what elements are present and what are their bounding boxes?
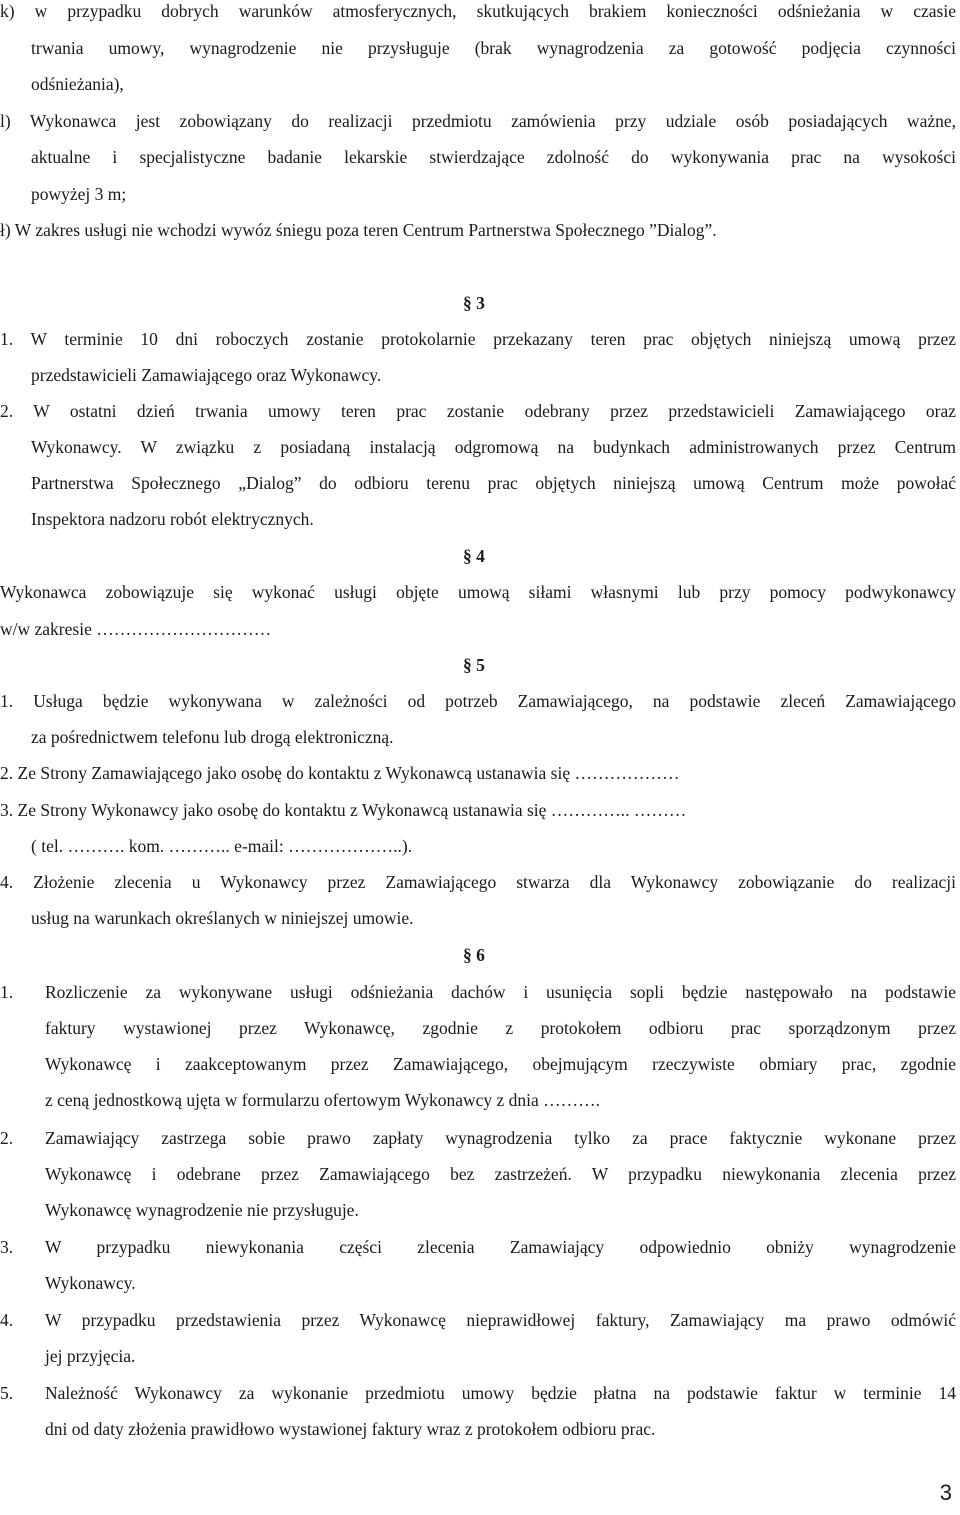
section-5-p2-line-1: 2. Ze Strony Zamawiającego jako osobę do kontaktu z Wykonawcą ustanawia się ……………… <box>0 763 680 783</box>
section-6-item-2-line-2: Wykonawcę i odebrane przez Zamawiającego bez zastrzeżeń. W przypadku niewykonania zlecenia przez <box>45 1164 956 1184</box>
section-6-item-2-number: 2. <box>0 1128 14 1148</box>
page-number: 3 <box>939 1480 952 1505</box>
section-6-item-1-number: 1. <box>0 982 14 1002</box>
section-3-p2-line-4: Inspektora nadzoru robót elektrycznych. <box>31 509 314 529</box>
section-6-item-5-line-1: Należność Wykonawcy za wykonanie przedmiotu umowy będzie płatna na podstawie faktur w terminie 14 <box>45 1383 956 1403</box>
section-6-heading: § 6 <box>463 945 485 965</box>
section-6-item-1-line-4: z ceną jednostkową ujęta w formularzu ofertowym Wykonawcy z dnia ………. <box>45 1090 601 1110</box>
section-4-heading: § 4 <box>463 546 485 566</box>
section-6-item-3-line-2: Wykonawcy. <box>45 1273 136 1293</box>
section-6-item-4-line-1: W przypadku przedstawienia przez Wykonawcę nieprawidłowej faktury, Zamawiający ma prawo odmówić <box>45 1310 956 1330</box>
section-4-line-2: w/w zakresie ………………………… <box>0 619 272 639</box>
section-6-item-2-line-1: Zamawiający zastrzega sobie prawo zapłaty wynagrodzenia tylko za prace faktycznie wykonane przez <box>45 1128 956 1148</box>
section-3-p1-line-2: przedstawicieli Zamawiającego oraz Wykonawcy. <box>31 365 382 385</box>
section-3-p2-line-3: Partnerstwa Społecznego „Dialog” do odbioru terenu prac objętych niniejszą umową Centrum może powołać <box>31 473 956 493</box>
section-4-line-1: Wykonawca zobowiązuje się wykonać usługi objęte umową siłami własnymi lub przy pomocy podwykonawcy <box>0 582 956 602</box>
section-6-item-5-number: 5. <box>0 1383 14 1403</box>
list-item-l-line-1: l) Wykonawca jest zobowiązany do realizacji przedmiotu zamówienia przy udziale osób posiadających ważne, <box>0 111 956 131</box>
section-3-p2-line-2: Wykonawcy. W związku z posiadaną instalacją odgromową na budynkach administrowanych przez Centrum <box>31 437 956 457</box>
list-item-k-line-3: odśnieżania), <box>31 74 124 94</box>
list-item-l-line-3: powyżej 3 m; <box>31 184 127 204</box>
section-3-p2-line-1: 2. W ostatni dzień trwania umowy teren prac zostanie odebrany przez przedstawicieli Zamawiającego oraz <box>0 401 956 421</box>
section-5-p3-line-1: 3. Ze Strony Wykonawcy jako osobę do kontaktu z Wykonawcą ustanawia się ………….. ……… <box>0 800 687 820</box>
section-5-p4-line-2: usług na warunkach określanych w niniejszej umowie. <box>31 908 414 928</box>
section-6-item-5-line-2: dni od daty złożenia prawidłowo wystawionej faktury wraz z protokołem odbioru prac. <box>45 1419 656 1439</box>
section-5-p3-line-2: ( tel. ………. kom. ……….. e-mail: ………………..). <box>31 836 413 856</box>
section-6-item-2-line-3: Wykonawcę wynagrodzenie nie przysługuje. <box>45 1200 359 1220</box>
section-5-p1-line-2: za pośrednictwem telefonu lub drogą elektroniczną. <box>31 727 394 747</box>
section-6-item-4-line-2: jej przyjęcia. <box>45 1346 136 1366</box>
list-item-l-stroke-line-1: ł) W zakres usługi nie wchodzi wywóz śniegu poza teren Centrum Partnerstwa Społecznego ”Dialog”. <box>0 220 717 240</box>
section-3-p1-line-1: 1. W terminie 10 dni roboczych zostanie protokolarnie przekazany teren prac objętych niniejszą umową przez <box>0 329 956 349</box>
section-3-heading: § 3 <box>463 293 485 313</box>
section-6-item-1-line-1: Rozliczenie za wykonywane usługi odśnieżania dachów i usunięcia sopli będzie następowało na podstawie <box>45 982 956 1002</box>
list-item-l-line-2: aktualne i specjalistyczne badanie lekarskie stwierdzające zdolność do wykonywania prac na wysokości <box>31 147 956 167</box>
section-6-item-3-number: 3. <box>0 1237 14 1257</box>
section-5-heading: § 5 <box>463 655 485 675</box>
section-6-item-4-number: 4. <box>0 1310 14 1330</box>
section-6-item-3-line-1: W przypadku niewykonania części zlecenia Zamawiający odpowiednio obniży wynagrodzenie <box>45 1237 956 1257</box>
section-5-p4-line-1: 4. Złożenie zlecenia u Wykonawcy przez Zamawiającego stwarza dla Wykonawcy zobowiązanie do realizacji <box>0 872 956 892</box>
section-5-p1-line-1: 1. Usługa będzie wykonywana w zależności od potrzeb Zamawiającego, na podstawie zleceń Zamawiającego <box>0 691 956 711</box>
list-item-k-line-2: trwania umowy, wynagrodzenie nie przysługuje (brak wynagrodzenia za gotowość podjęcia czynności <box>31 38 956 58</box>
section-6-item-1-line-3: Wykonawcę i zaakceptowanym przez Zamawiającego, obejmującym rzeczywiste obmiary prac, zgodnie <box>45 1054 956 1074</box>
list-item-k-line-1: k) w przypadku dobrych warunków atmosferycznych, skutkujących brakiem konieczności odśnieżania w czasie <box>0 1 956 21</box>
section-6-item-1-line-2: faktury wystawionej przez Wykonawcę, zgodnie z protokołem odbioru prac sporządzonym przez <box>45 1018 956 1038</box>
